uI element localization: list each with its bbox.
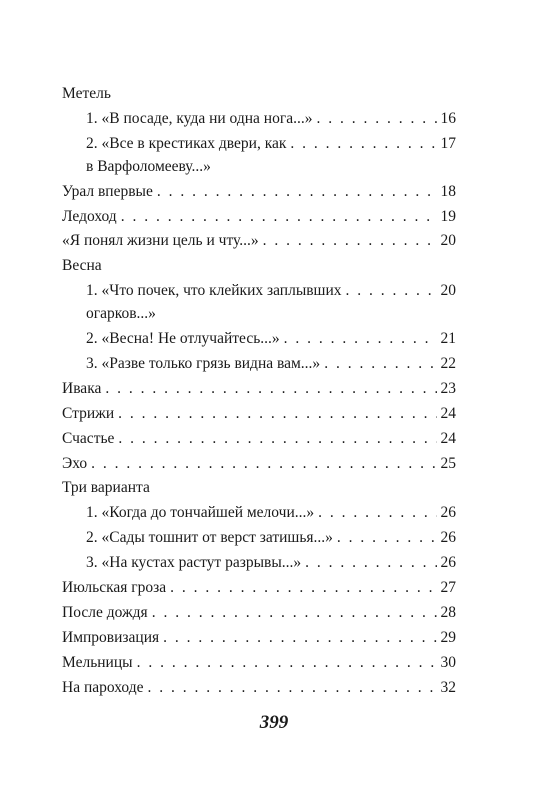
toc-page-number: 20: [440, 282, 456, 300]
dot-leader: [152, 601, 437, 624]
dot-leader: [263, 229, 437, 252]
toc-entry: [62, 352, 456, 375]
toc-entry-title: Июльская гроза: [62, 579, 167, 597]
dot-leader: [91, 452, 436, 475]
toc-entry: [62, 501, 456, 524]
toc-page-number: 20: [440, 232, 456, 250]
dot-leader: [346, 279, 437, 302]
toc-page-number: 26: [440, 504, 456, 522]
toc-entry: [62, 279, 456, 325]
toc-entry: [62, 327, 456, 350]
toc-entry-title: Импровизация: [62, 628, 160, 646]
toc-page-number: 16: [440, 109, 456, 127]
toc-entry-title: 2. «Весна! Не отлучайтесь...»: [86, 330, 280, 348]
table-of-contents: [62, 82, 456, 700]
dot-leader: [147, 676, 436, 699]
toc-section-heading: [62, 82, 456, 105]
dot-leader: [337, 526, 437, 549]
toc-entry: [62, 107, 456, 130]
toc-page-number: 32: [440, 678, 456, 696]
dot-leader: [318, 501, 436, 524]
toc-entry: [62, 377, 456, 400]
toc-entry-title: Эхо: [62, 454, 88, 472]
toc-entry: [62, 229, 456, 252]
toc-entry: [62, 132, 456, 178]
toc-entry-title: Метель: [62, 85, 111, 102]
dot-leader: [290, 132, 436, 155]
toc-page-number: 27: [440, 579, 456, 597]
dot-leader: [121, 205, 437, 228]
toc-entry: [62, 626, 456, 649]
dot-leader: [105, 377, 436, 400]
dot-leader: [324, 352, 436, 375]
page-number-footer: 399: [259, 712, 289, 733]
toc-entry-title: Ледоход: [62, 207, 117, 225]
toc-page-number: 24: [440, 429, 456, 447]
dot-leader: [118, 427, 436, 450]
toc-entry-title: 1. «В посаде, куда ни одна нога...»: [86, 109, 313, 127]
toc-page-number: 17: [440, 134, 456, 152]
toc-section-heading: [62, 254, 456, 277]
dot-leader: [305, 551, 436, 574]
toc-entry: [62, 180, 456, 203]
toc-entry-title: 3. «На кустах растут разрывы...»: [86, 554, 302, 572]
toc-entry-title: 1. «Когда до тончайшей мелочи...»: [86, 504, 315, 522]
toc-page-number: 18: [440, 182, 456, 200]
toc-page-number: 28: [440, 603, 456, 621]
toc-entry-title: 3. «Разве только грязь видна вам...»: [86, 355, 321, 373]
toc-entry-title: Стрижи: [62, 404, 115, 422]
toc-entry-title: 2. «Все в крестиках двери, как: [86, 134, 287, 152]
toc-entry: [62, 601, 456, 624]
toc-section-heading: [62, 476, 456, 499]
toc-entry: [62, 402, 456, 425]
toc-entry: [62, 452, 456, 475]
toc-entry-title: «Я понял жизни цель и чту...»: [62, 232, 259, 250]
dot-leader: [137, 651, 437, 674]
toc-entry: [62, 576, 456, 599]
dot-leader: [163, 626, 436, 649]
toc-entry-title: После дождя: [62, 603, 148, 621]
toc-entry-title: 2. «Сады тошнит от верст затишья...»: [86, 529, 333, 547]
toc-page-number: 19: [440, 207, 456, 225]
toc-page-number: 26: [440, 554, 456, 572]
dot-leader: [284, 327, 437, 350]
toc-page-number: 29: [440, 628, 456, 646]
toc-page-number: 30: [440, 653, 456, 671]
toc-entry: [62, 551, 456, 574]
toc-page-number: 25: [440, 454, 456, 472]
toc-page-number: 23: [440, 379, 456, 397]
toc-entry-title: Весна: [62, 257, 102, 275]
toc-page-number: 26: [440, 529, 456, 547]
toc-entry-title: Мельницы: [62, 653, 133, 671]
toc-page-number: 21: [440, 330, 456, 348]
toc-entry: [62, 676, 456, 699]
dot-leader: [118, 402, 436, 425]
toc-entry-title-continued: огарков...»: [86, 305, 156, 323]
toc-entry: [62, 651, 456, 674]
dot-leader: [157, 180, 437, 203]
toc-entry-title: Ивака: [62, 379, 102, 397]
toc-page-number: 22: [440, 355, 456, 373]
toc-entry: [62, 205, 456, 228]
toc-entry-title: На пароходе: [62, 678, 144, 696]
toc-entry-title: 1. «Что почек, что клейких заплывших: [86, 282, 342, 300]
toc-entry-title: Урал впервые: [62, 182, 153, 200]
toc-page-number: 24: [440, 404, 456, 422]
toc-entry: [62, 427, 456, 450]
toc-entry-title: Счастье: [62, 429, 115, 447]
dot-leader: [170, 576, 436, 599]
dot-leader: [316, 107, 436, 130]
toc-entry-title-continued: в Варфоломееву...»: [86, 157, 211, 175]
toc-entry: [62, 526, 456, 549]
toc-entry-title: Три варианта: [62, 479, 150, 497]
